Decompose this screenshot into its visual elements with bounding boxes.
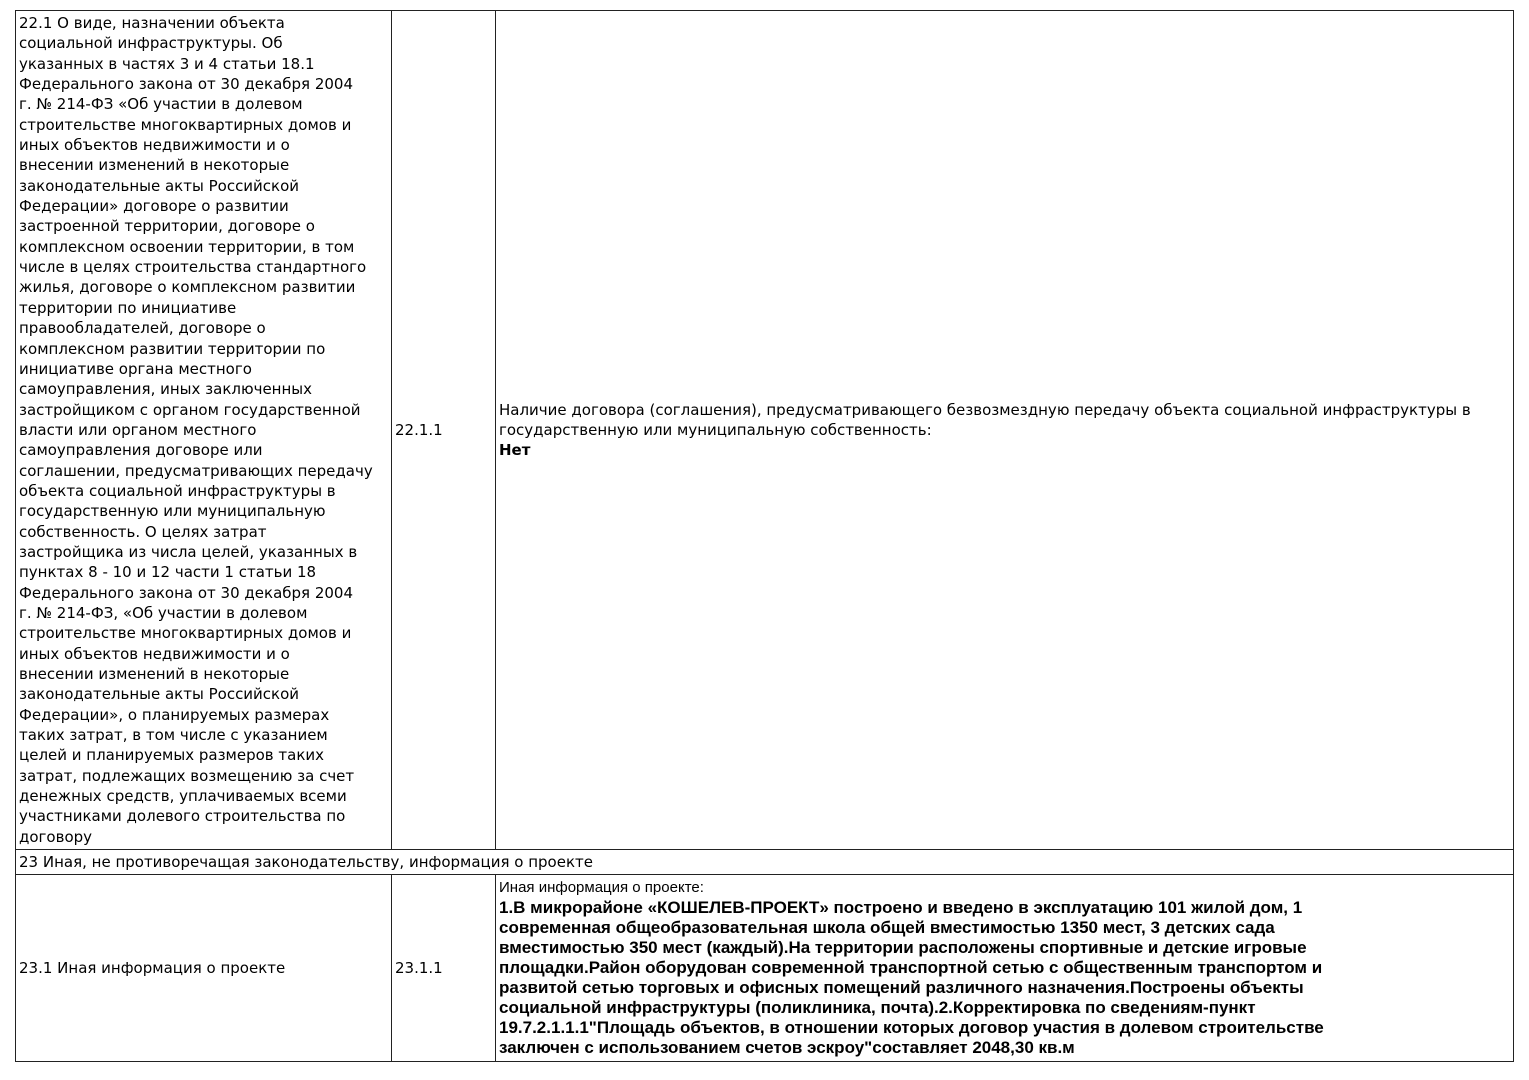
text-line: денежных средств, уплачиваемых всеми [19, 787, 347, 806]
value-cell-23-1-1 [496, 875, 1514, 1062]
text-line: объекта социальной инфраструктуры в [19, 481, 336, 500]
text-line: г. № 214-ФЗ «Об участии в долевом [19, 95, 303, 114]
text-line: застройщика из числа целей, указанных в [19, 542, 358, 561]
text-line: социальной инфраструктуры (поликлиника, почта).2.Корректировка по сведениям-пункт [499, 998, 1256, 1018]
text-line: заключен с использованием счетов эскроу"составляет 2048,30 кв.м [499, 1038, 1075, 1058]
text-line: жилья, договоре о комплексном развитии [19, 278, 356, 297]
text-line: правообладателей, договоре о [19, 319, 266, 338]
field-value [499, 898, 1510, 1058]
text-line: 1.В микрорайоне «КОШЕЛЕВ-ПРОЕКТ» построено и введено в эксплуатацию 101 жилой дом, 1 [499, 898, 1303, 918]
text-line: Федерации», о планируемых размерах [19, 705, 330, 724]
text-line: строительстве многоквартирных домов и [19, 624, 352, 643]
text-line: застройщиком с органом государственной [19, 400, 361, 419]
text-line: законодательные акты Российской [19, 685, 300, 704]
value-cell-22-1-1 [496, 11, 1514, 850]
section-cell-23-1: 23.1 Иная информация о проекте [16, 875, 392, 1062]
section-cell-22-1 [16, 11, 392, 850]
text-line: соглашении, предусматривающих передачу [19, 461, 373, 480]
text-line: собственность. О целях затрат [19, 522, 267, 541]
text-line: Федерального закона от 30 декабря 2004 [19, 583, 353, 602]
text-line: г. № 214-ФЗ, «Об участии в долевом [19, 603, 308, 622]
project-declaration-table [15, 10, 1514, 1062]
text-line: иных объектов недвижимости и о [19, 644, 290, 663]
text-line: таких затрат, в том числе с указанием [19, 726, 328, 745]
text-line: указанных в частях 3 и 4 статьи 18.1 [19, 54, 315, 73]
text-line: 22.1 О виде, назначении объекта [19, 14, 285, 32]
text-line: Федерального закона от 30 декабря 2004 [19, 75, 353, 94]
text-line: инициативе органа местного [19, 359, 252, 378]
text-line: развитой сетью торговых и офисных помещений различного назначения.Построены объекты [499, 978, 1304, 998]
text-line: затрат, подлежащих возмещению за счет [19, 766, 355, 785]
text-line: застроенной территории, договоре о [19, 217, 315, 236]
text-line: комплексном развитии территории по [19, 339, 326, 358]
text-line: комплексном освоении территории, в том [19, 237, 355, 256]
text-line: целей и планируемых размеров таких [19, 746, 325, 765]
text-line: числе в целях строительства стандартного [19, 258, 367, 277]
text-line: площадки.Район оборудован современной транспортной сетью с общественным транспортом и [499, 958, 1323, 978]
text-line: вместимостью 350 мест (каждый).На территории расположены спортивные и детские игровые [499, 938, 1307, 958]
code-cell: 22.1.1 [392, 11, 496, 850]
text-line: Наличие договора (соглашения), предусматривающего безвозмездную передачу объекта социальной инфраструктуры в [499, 400, 1471, 419]
text-line: государственную или муниципальную [19, 502, 326, 521]
field-label [499, 400, 1510, 441]
section-text [19, 13, 388, 847]
text-line: внесении изменений в некоторые [19, 156, 290, 175]
field-label: Иная информация о проекте: [499, 879, 704, 897]
text-line: территории по инициативе [19, 298, 237, 317]
text-line: самоуправления, иных заключенных [19, 380, 313, 399]
text-line: пунктах 8 - 10 и 12 части 1 статьи 18 [19, 563, 317, 582]
section-header-23: 23 Иная, не противоречащая законодательству, информация о проекте [16, 850, 1514, 875]
text-line: внесении изменений в некоторые [19, 665, 290, 683]
text-line: договору [19, 827, 93, 846]
text-line: законодательные акты Российской [19, 176, 300, 195]
text-line: социальной инфраструктуры. Об [19, 34, 283, 53]
text-line: современная общеобразовательная школа общей вместимостью 1350 мест, 3 детских сада [499, 918, 1275, 938]
text-line: строительстве многоквартирных домов и [19, 115, 352, 134]
text-line: государственную или муниципальную собственность: [499, 420, 932, 439]
text-line: Федерации» договоре о развитии [19, 197, 289, 216]
text-line: 19.7.2.1.1.1"Площадь объектов, в отношении которых договор участия в долевом строительстве [499, 1018, 1324, 1038]
section-header-row-23 [16, 850, 1514, 875]
text-line: самоуправления договоре или [19, 441, 263, 460]
text-line: власти или органом местного [19, 420, 257, 439]
code-cell: 23.1.1 [392, 875, 496, 1062]
text-line: иных объектов недвижимости и о [19, 136, 290, 155]
table-row-22-1 [16, 11, 1514, 850]
field-value: Нет [499, 441, 531, 460]
text-line: участниками долевого строительства по [19, 807, 346, 826]
table-row-23-1 [16, 875, 1514, 1062]
